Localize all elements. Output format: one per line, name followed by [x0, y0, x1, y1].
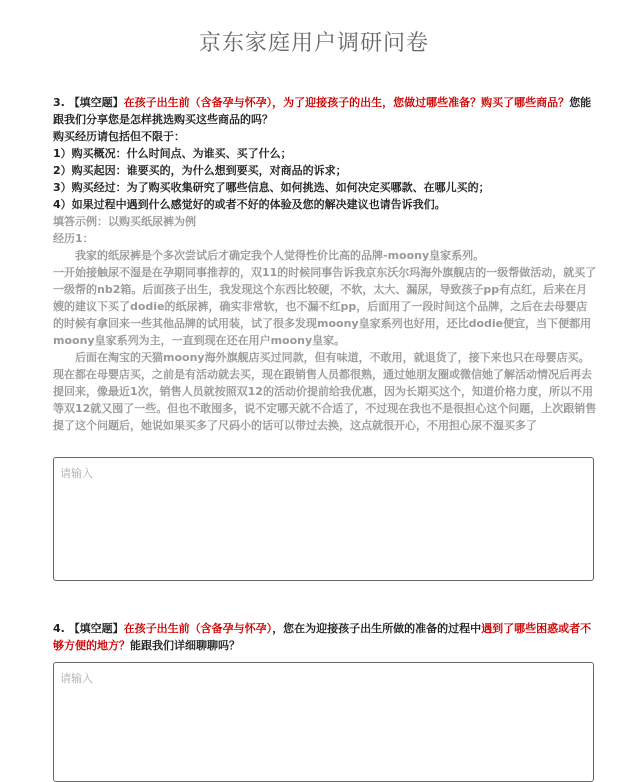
- question-3-point-3: 3）购买经过：为了购买收集研究了哪些信息、如何挑选、如何决定买哪款、在哪儿买的；: [53, 181, 490, 194]
- question-4-placeholder: 请输入: [60, 672, 93, 685]
- question-3-highlight: 在孩子出生前（含备孕与怀孕），为了迎接孩子的出生，您做过哪些准备？购买了哪些商品？: [123, 96, 570, 109]
- question-3-point-1: 1）购买概况：什么时间点、为谁买、买了什么；: [53, 147, 292, 160]
- question-3-prompt-text: 您能跟我们分享您是怎样挑选购买这些商品的吗？: [53, 96, 592, 126]
- page-title: 京东家庭用户调研问卷: [198, 31, 429, 56]
- question-3-prompt: [53, 94, 598, 128]
- question-3-example-paragraph-3: 后面在淘宝的天猫moony海外旗舰店买过同款，但有味道，不敢用，就退货了，接下来也只在母婴店买。: [75, 351, 590, 364]
- question-3-placeholder: 请输入: [60, 467, 93, 480]
- question-3-example-paragraph-4: 现在都在母婴店买，之前是有活动就去买，现在跟销售人员都很熟，通过她朋友圈或微信她了解活动情况后再去提回来，像最近1次，销售人员就按照双12的活动价提前给我优惠，因为长期买这个，知道价格力度，所以不用等双12就又囤了一些。但也不敢囤多，说不定哪天就不合适了，不过现在我也不是很担心这个问题，上次跟销售提了这个问题后，她说如果买多了尺码小的话可以带过去换，这点就很开心，不用担心尿不湿买多了: [53, 368, 597, 432]
- question-3-answer-input[interactable]: [53, 457, 594, 581]
- question-3-example-paragraph-1: 我家的纸尿裤是个多次尝试后才确定我个人觉得性价比高的品牌-moony皇家系列。: [75, 249, 485, 262]
- question-3-point-2: 2）购买起因：谁要买的，为什么想到要买，对商品的诉求；: [53, 164, 347, 177]
- question-3-point-4: 4）如果过程中遇到什么感觉好的或者不好的体验及您的解决建议也请告诉我们。: [53, 198, 446, 211]
- question-3-type: 【填空题】: [68, 96, 124, 109]
- question-4-highlight-1: 在孩子出生前（含备孕与怀孕）: [123, 622, 273, 635]
- question-3-example-label: 填答示例：以购买纸尿裤为例: [53, 215, 196, 228]
- question-4-prompt-text-1: ，您在为迎接孩子出生所做的准备的过程中: [272, 622, 482, 635]
- question-4-type: 【填空题】: [68, 622, 124, 635]
- question-4-prompt: [53, 620, 598, 654]
- question-3: [53, 94, 598, 434]
- question-4-number: 4.: [53, 622, 65, 635]
- question-3-experience-intro: 购买经历请包括但不限于：: [53, 130, 185, 143]
- question-4: [53, 620, 598, 654]
- question-4-answer-input[interactable]: [53, 662, 594, 782]
- question-4-prompt-text-2: 能跟我们详细聊聊吗？: [130, 639, 240, 652]
- question-3-number: 3.: [53, 96, 65, 109]
- question-3-example-paragraph-2: 一开始接触尿不湿是在孕期同事推荐的，双11的时候同事告诉我京东沃尔玛海外旗舰店的一级帮做活动，就买了一级帮的nb2箱。后面孩子出生，我发现这个东西比较硬，不软，太大、漏尿，导致孩子pp有点红，后来在月嫂的建议下买了dodie的纸尿裤，确实非常软，也不漏不红pp，后面用了一段时间这个品牌，之后在去母婴店的时候有拿回来一些其他品牌的试用装，试了很多发现moony皇家系列也好用，还比dodie便宜，当下便都用moony皇家系列为主，一直到现在还在用户moony皇家。: [53, 266, 597, 347]
- question-4-highlight-2: 遇到了哪些困惑或者不够方便的地方？: [53, 622, 592, 652]
- question-3-experience-label: 经历1：: [53, 232, 94, 245]
